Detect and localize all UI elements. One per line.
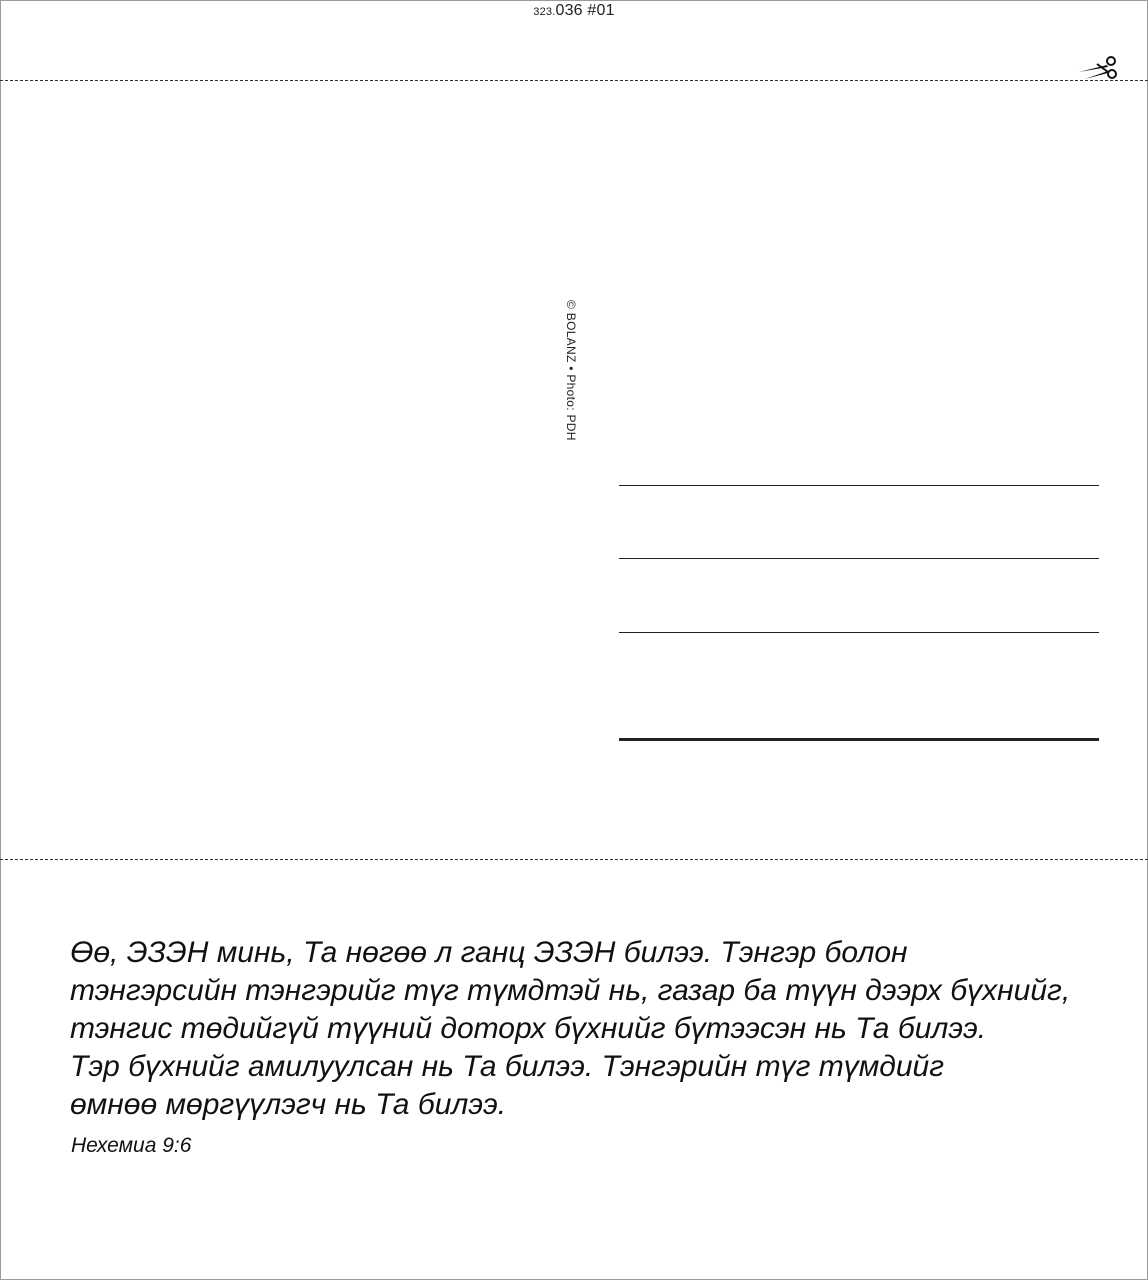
verse-line: Өө, ЭЗЭН минь, Та нөгөө л ганц ЭЗЭН билээ. Тэнгэр болон [70,936,908,969]
photo-credit: © BOLANZ • Photo: PDH [564,300,578,441]
product-code-main: 036 #01 [555,2,615,19]
verse-line: тэнгис төдийгүй түүний доторх бүхнийг бүтээсэн нь Та билээ. [70,1012,987,1045]
verse-line: Тэр бүхнийг амилуулсан нь Та билээ. Тэнгэрийн түг түмдийг [70,1050,945,1083]
scissors-icon [1077,53,1119,83]
verse-line: өмнөө мөргүүлэгч нь Та билээ. [70,1088,507,1121]
address-line-2 [619,558,1099,559]
bottom-cut-line [0,859,1148,860]
product-code-prefix: 323. [533,6,556,18]
address-line-3 [619,632,1099,633]
address-line-1 [619,485,1099,486]
address-line-4 [619,738,1099,741]
verse-text [70,934,1110,1124]
top-cut-line [0,80,1148,81]
verse-reference: Нехемиа 9:6 [71,1134,192,1157]
verse-line: тэнгэрсийн тэнгэрийг түг түмдтэй нь, газар ба түүн дээрх бүхнийг, [70,974,1071,1007]
product-code [0,2,1148,20]
